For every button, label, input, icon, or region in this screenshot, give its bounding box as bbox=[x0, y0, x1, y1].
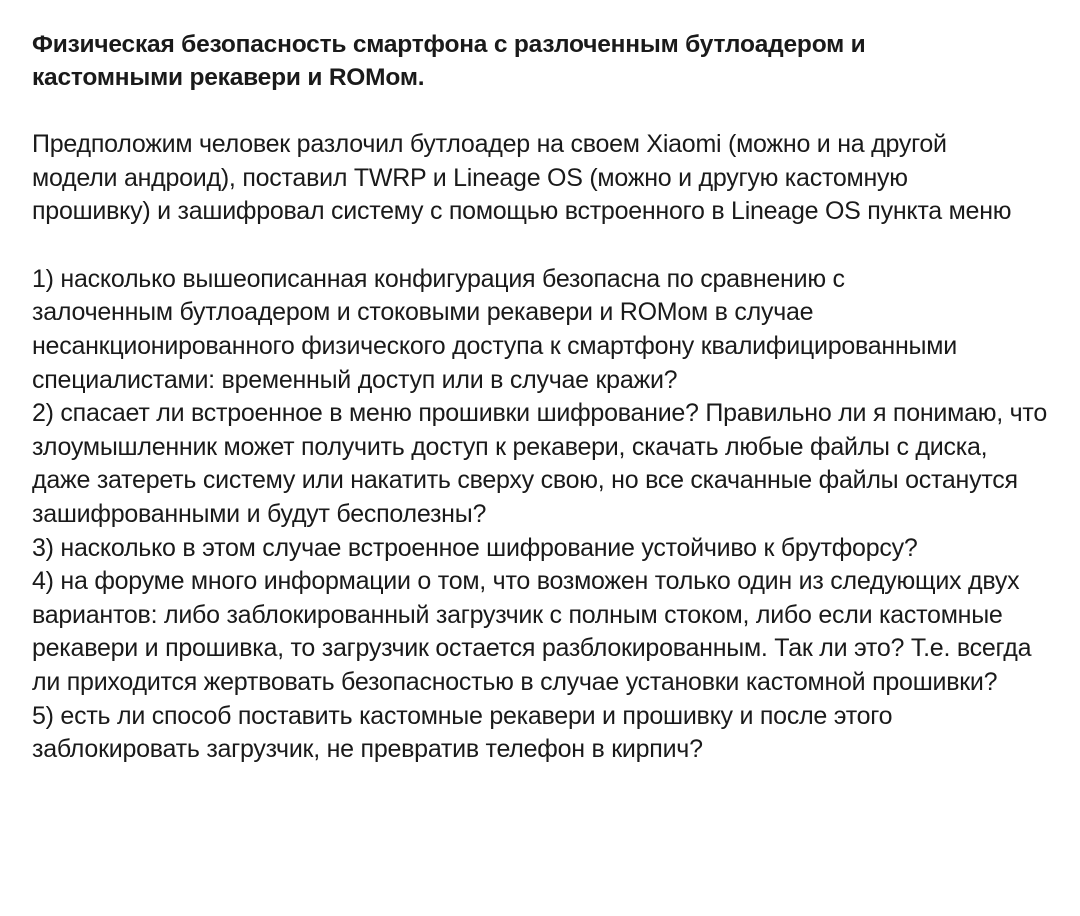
question-item: 1) насколько вышеописанная конфигурация безопасна по сравнению с залоченным бутлоадером и стоковыми рекавери и ROMом в случае несанкционированного физического доступа к смартфону квалифицированными специалистами: временный доступ или в случае кражи? bbox=[32, 264, 957, 394]
question-item: 2) спасает ли встроенное в меню прошивки шифрование? Правильно ли я понимаю, что злоумышленник может получить доступ к рекавери, скачать любые файлы с диска, даже затереть систему или накатить сверху свою, но все скачанные файлы останутся зашифрованными и будут бесполезны? bbox=[32, 399, 1047, 528]
post-body bbox=[32, 28, 1062, 767]
questions-list bbox=[32, 263, 1062, 767]
post-title: Физическая безопасность смартфона с разлоченным бутлоадером и кастомными рекавери и ROMом. bbox=[32, 31, 866, 91]
question-item: 5) есть ли способ поставить кастомные рекавери и прошивку и после этого заблокировать загрузчик, не превратив телефон в кирпич? bbox=[32, 701, 893, 764]
question-item: 4) на форуме много информации о том, что возможен только один из следующих двух вариантов: либо заблокированный загрузчик с полным стоком, либо если кастомные рекавери и прошивка, то загрузчик остается разблокированным. Так ли это? Т.е. всегда ли приходится жертвовать безопасностью в случае установки кастомной прошивки? bbox=[32, 567, 1032, 696]
intro-paragraph: Предположим человек разлочил бутлоадер на своем Xiaomi (можно и на другой модели андроид), поставил TWRP и Lineage OS (можно и другую кастомную прошивку) и зашифровал систему с помощью встроенного в Lineage OS пункта меню bbox=[32, 130, 1012, 226]
question-item: 3) насколько в этом случае встроенное шифрование устойчиво к брутфорсу? bbox=[32, 533, 918, 562]
